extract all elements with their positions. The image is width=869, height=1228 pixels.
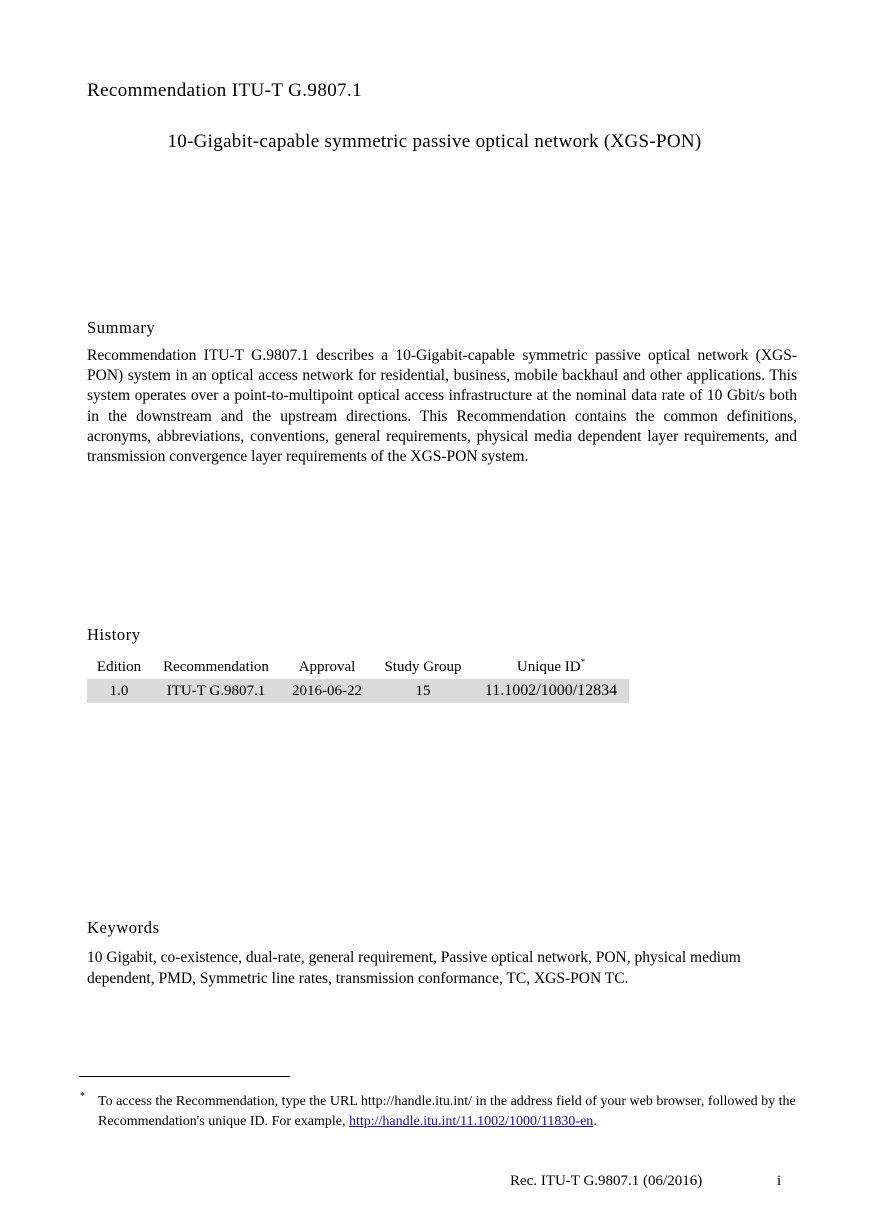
footnote-link[interactable]: http://handle.itu.int/11.1002/1000/11830-en (348, 1113, 594, 1129)
column-header-study-group: Study Group (384, 658, 462, 675)
footnote-marker: * (80, 1091, 85, 1102)
unique-id-label: Unique ID (516, 658, 581, 675)
column-header-edition: Edition (96, 658, 142, 675)
history-table (87, 655, 629, 703)
summary-heading: Summary (87, 318, 156, 337)
column-header-unique-id (473, 655, 629, 679)
history-header-row (87, 655, 629, 679)
page-number: i (777, 1173, 782, 1189)
footnote-text: To access the Recommendation, type the URL http://handle.itu.int/ in the address field of your web browser, followed by the Recommendation's unique ID. For example, (98, 1094, 796, 1129)
footer-reference: Rec. ITU-T G.9807.1 (06/2016) (510, 1173, 703, 1189)
document-title: 10-Gigabit-capable symmetric passive optical network (XGS-PON) (167, 131, 702, 152)
keywords-paragraph: 10 Gigabit, co-existence, dual-rate, general requirement, Passive optical network, PON, physical medium dependent, PMD, Symmetric line rates, transmission conformance, TC, XGS-PON TC. (87, 949, 741, 987)
summary-paragraph: Recommendation ITU-T G.9807.1 describes a 10-Gigabit-capable symmetric passive optical network (XGS-PON) system in an optical access network for residential, business, mobile backhaul and other applications. This system operates over a point-to-multipoint optical access infrastructure at the nominal data rate of 10 Gbit/s both in the downstream and the upstream directions. This Recommendation contains the common definitions, acronyms, abbreviations, conventions, general requirements, physical media dependent layer requirements, and transmission convergence layer requirements of the XGS-PON system. (87, 347, 797, 466)
column-header-recommendation: Recommendation (163, 658, 269, 675)
footnote-marker: * (580, 656, 586, 667)
keywords-heading: Keywords (87, 918, 160, 937)
column-header-approval: Approval (298, 658, 356, 675)
footnote (98, 1092, 798, 1131)
recommendation-number: Recommendation ITU-T G.9807.1 (87, 80, 363, 101)
footnote-end: . (593, 1113, 597, 1129)
cell-edition: 1.0 (87, 679, 151, 703)
footnote-separator (79, 1076, 290, 1077)
table-row (87, 679, 629, 703)
history-heading: History (87, 625, 141, 644)
cell-study-group: 15 (373, 679, 473, 703)
cell-recommendation: ITU-T G.9807.1 (151, 679, 281, 703)
cell-approval: 2016-06-22 (281, 679, 373, 703)
cell-unique-id: 11.1002/1000/12834 (473, 679, 629, 703)
